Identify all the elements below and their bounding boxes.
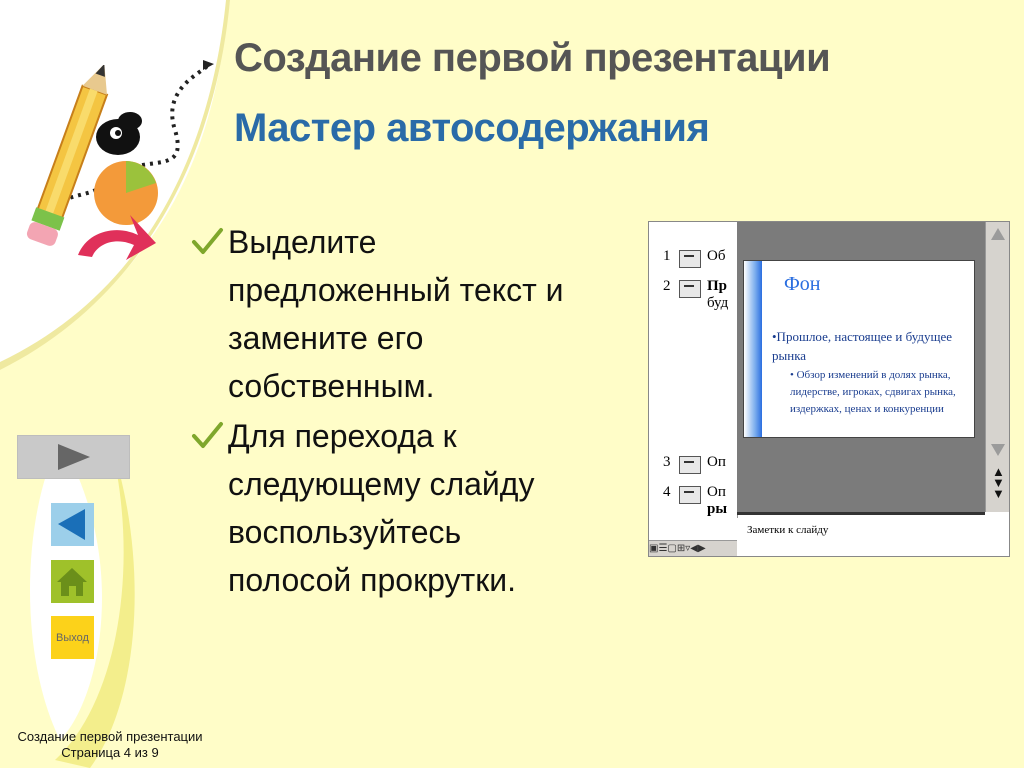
next-slide-button[interactable]	[17, 435, 130, 479]
bullet-item	[190, 218, 570, 410]
footer	[0, 729, 220, 761]
vertical-scrollbar[interactable]	[985, 222, 1010, 512]
slide-thumbnail-bullet: •Прошлое, настоящее и будущее рынка	[772, 329, 953, 363]
checkmark-icon	[190, 418, 224, 452]
outline-row: 1 Об	[663, 248, 725, 268]
powerpoint-screenshot	[648, 221, 1010, 557]
view-buttons-bar[interactable]: ▣☰▢⊞▿◀▶	[649, 540, 737, 557]
page-scroll-icon[interactable]: ▲ ▼ ▼	[992, 464, 1005, 501]
slide-icon	[679, 486, 701, 504]
footer-page-number: Страница 4 из 9	[61, 745, 159, 760]
outline-row: 2 Пр буд	[663, 278, 729, 311]
bullet-list	[190, 218, 570, 606]
slide-canvas	[737, 222, 985, 515]
triangle-left-icon	[51, 503, 94, 546]
scroll-up-icon[interactable]	[991, 228, 1005, 240]
slide-icon	[679, 456, 701, 474]
home-button[interactable]	[51, 560, 94, 603]
slide-icon	[679, 250, 701, 268]
bullet-text: Для перехода к следующему слайду воспользуйтесь полосой прокрутки.	[228, 418, 535, 598]
slide-icon	[679, 280, 701, 298]
scroll-down-icon[interactable]	[991, 444, 1005, 456]
triangle-right-icon	[18, 436, 129, 478]
bullet-text: Выделите предложенный текст и замените его собственным.	[228, 224, 564, 404]
outline-pane	[649, 222, 738, 540]
slide-thumbnail-subbullet: • Обзор изменений в долях рынка, лидерстве, игроках, сдвигах рынка, издержках, ценах и конкуренции	[790, 369, 956, 415]
checkmark-icon	[190, 224, 224, 258]
slide-title: Создание первой презентации	[234, 36, 831, 80]
pencil-character-illustration	[18, 65, 168, 270]
previous-slide-button[interactable]	[51, 503, 94, 546]
outline-row: 3 Оп	[663, 454, 726, 474]
notes-pane[interactable]: Заметки к слайду	[737, 518, 1009, 556]
bullet-item	[190, 412, 570, 604]
slide-subtitle: Мастер автосодержания	[234, 106, 710, 150]
footer-presentation-title: Создание первой презентации	[17, 729, 203, 744]
slide-gradient-bar	[744, 261, 762, 437]
outline-row: 4 Оп ры	[663, 484, 728, 517]
house-icon	[51, 560, 94, 603]
slide-thumbnail[interactable]	[743, 260, 975, 438]
exit-button[interactable]: Выход	[51, 616, 94, 659]
slide-thumbnail-title: Фон	[784, 273, 821, 295]
